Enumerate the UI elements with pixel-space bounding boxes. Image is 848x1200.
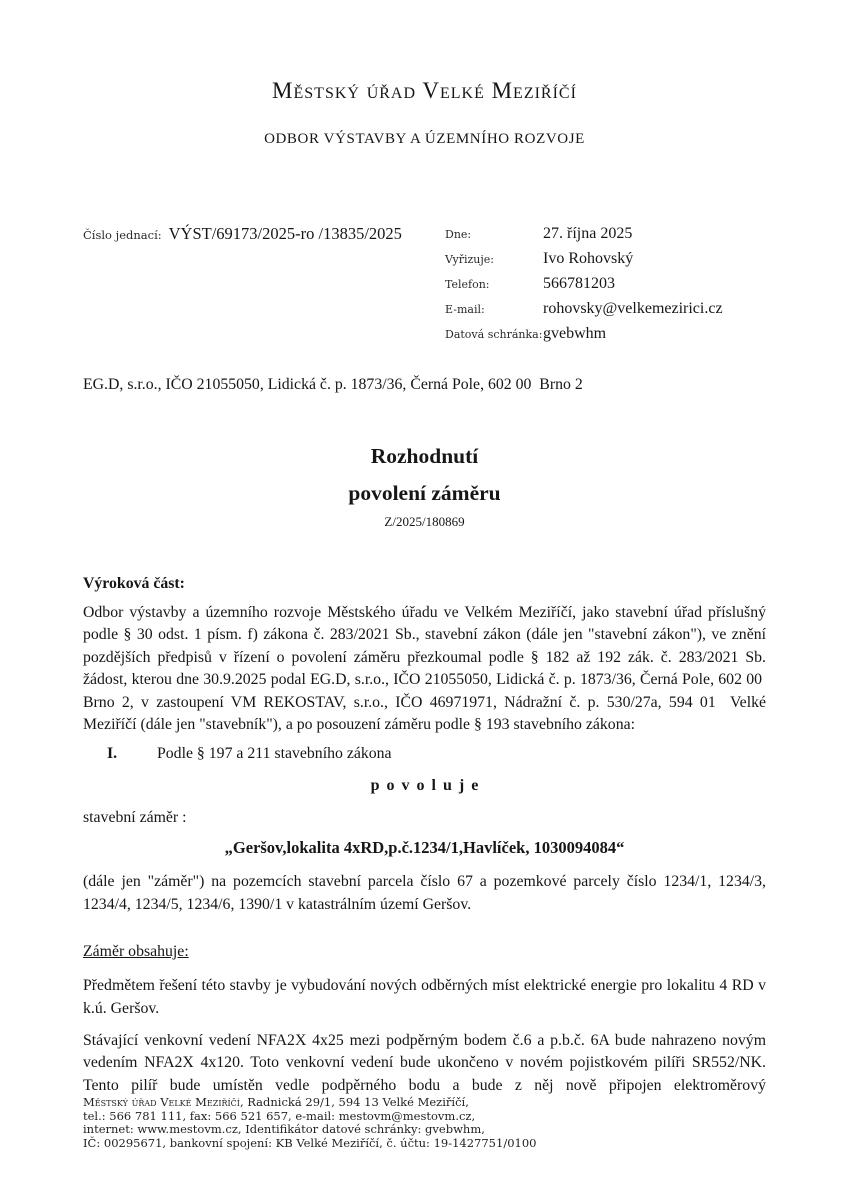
date-value: 27. října 2025 xyxy=(543,225,633,242)
reference-number-row xyxy=(83,222,445,247)
case-number: Z/2025/180869 xyxy=(384,514,465,529)
intent-paragraph-1: Předmětem řešení této stavby je vybudování nových odběrných míst elektrické energie pro lokalitu 4 RD v k.ú. Geršov. xyxy=(83,977,766,1017)
page-footer xyxy=(83,1096,766,1150)
project-name: „Geršov,lokalita 4xRD,p.č.1234/1,Havlíček, 1030094084“ xyxy=(224,838,625,858)
meta-row-handler xyxy=(445,247,766,272)
item-text: Podle § 197 a 211 stavebního zákona xyxy=(157,745,392,763)
phone-label: Telefon: xyxy=(445,278,490,291)
decision-title-block xyxy=(83,438,766,530)
date-label: Dne: xyxy=(445,228,472,241)
footer-bank-line: IČ: 00295671, bankovní spojení: KB Velké Meziříčí, č. účtu: 19-1427751/0100 xyxy=(83,1135,537,1150)
decision-paragraph-2: (dále jen "záměr") na pozemcích stavební parcela číslo 67 a pozemkové parcely číslo 1234/1, 1234/3, 1234/4, 1234/5, 1234/6, 1390/1 v katastrálním území Geršov. xyxy=(83,873,766,913)
meta-row-email xyxy=(445,297,766,322)
phone-value: 566781203 xyxy=(543,275,615,292)
office-title: Městský úřad Velké Meziříčí xyxy=(272,78,577,103)
footer-address-rest: , Radnická 29/1, 594 13 Velké Meziříčí, xyxy=(239,1095,469,1109)
footer-contact-line: tel.: 566 781 111, fax: 566 521 657, e-mail: mestovm@mestovm.cz, xyxy=(83,1108,476,1123)
footer-address-line xyxy=(83,1096,766,1110)
handler-label: Vyřizuje: xyxy=(445,253,494,266)
handler-value: Ivo Rohovský xyxy=(543,250,634,267)
meta-row-date xyxy=(445,222,766,247)
email-value: rohovsky@velkemezirici.cz xyxy=(543,300,723,317)
department-title: ODBOR VÝSTAVBY A ÚZEMNÍHO ROZVOJE xyxy=(264,131,585,147)
decision-item-1 xyxy=(83,744,766,764)
decision-paragraph-1: Odbor výstavby a územního rozvoje Městského úřadu ve Velkém Meziříčí, jako stavební úřad příslušný podle § 30 odst. 1 písm. f) zákona č. 283/2021 Sb., stavební zákon (dále jen "stavební zákon"), ve znění pozdějších předpisů v řízení o povolení záměru přezkoumal podle § 182 až 192 zák. č. 283/2021 Sb. žádost, kterou dne 30.9.2025 podal EG.D, s.r.o., IČO 21055050, Lidická č. p. 1873/36, Černá Pole, 602 00 Brno 2, v zastoupení VM REKOSTAV, s.r.o., IČO 46971971, Nádražní č. p. 530/27a, 594 01 Velké Meziříčí (dále jen "stavebník"), a po posouzení záměru podle § 193 stavebního zákona: xyxy=(83,604,766,734)
intent-paragraph-2: Stávající venkovní vedení NFA2X 4x25 mezi podpěrným bodem č.6 a p.b.č. 6A bude nahrazeno novým vedením NFA2X 4x120. Toto venkovní vedení bude ukončeno v novém pojistkovém pilíři SR552/NK. Tento pilíř bude umístěn vedle podpěrného bodu a bude z něj nově připojen elektroměrový xyxy=(83,1032,766,1094)
document-meta xyxy=(83,222,766,347)
intent-label: stavební záměr : xyxy=(83,809,187,827)
decision-title-line1: Rozhodnutí xyxy=(370,444,479,468)
addressee-line: EG.D, s.r.o., IČO 21055050, Lidická č. p. 1873/36, Černá Pole, 602 00 Brno 2 xyxy=(83,376,583,393)
decision-title-line2: povolení záměru xyxy=(348,481,501,505)
intent-contents-heading: Záměr obsahuje: xyxy=(83,943,189,961)
footer-office-name: Městský úřad Velké Meziříčí xyxy=(83,1095,240,1109)
reference-number-label: Číslo jednací: xyxy=(83,228,162,242)
reference-number-value: VÝST/69173/2025-ro /13835/2025 xyxy=(168,224,402,243)
contact-meta xyxy=(445,222,766,347)
footer-internet-line: internet: www.mestovm.cz, Identifikátor datové schránky: gvebwhm, xyxy=(83,1122,485,1136)
databox-value: gvebwhm xyxy=(543,325,607,342)
item-roman-numeral: I. xyxy=(107,745,118,763)
operative-part-heading: Výroková část: xyxy=(83,575,185,592)
meta-row-phone xyxy=(445,272,766,297)
verdict-word: p o v o l u j e xyxy=(370,777,479,795)
email-label: E-mail: xyxy=(445,303,485,316)
meta-row-databox xyxy=(445,322,766,347)
databox-label: Datová schránka: xyxy=(445,328,543,341)
